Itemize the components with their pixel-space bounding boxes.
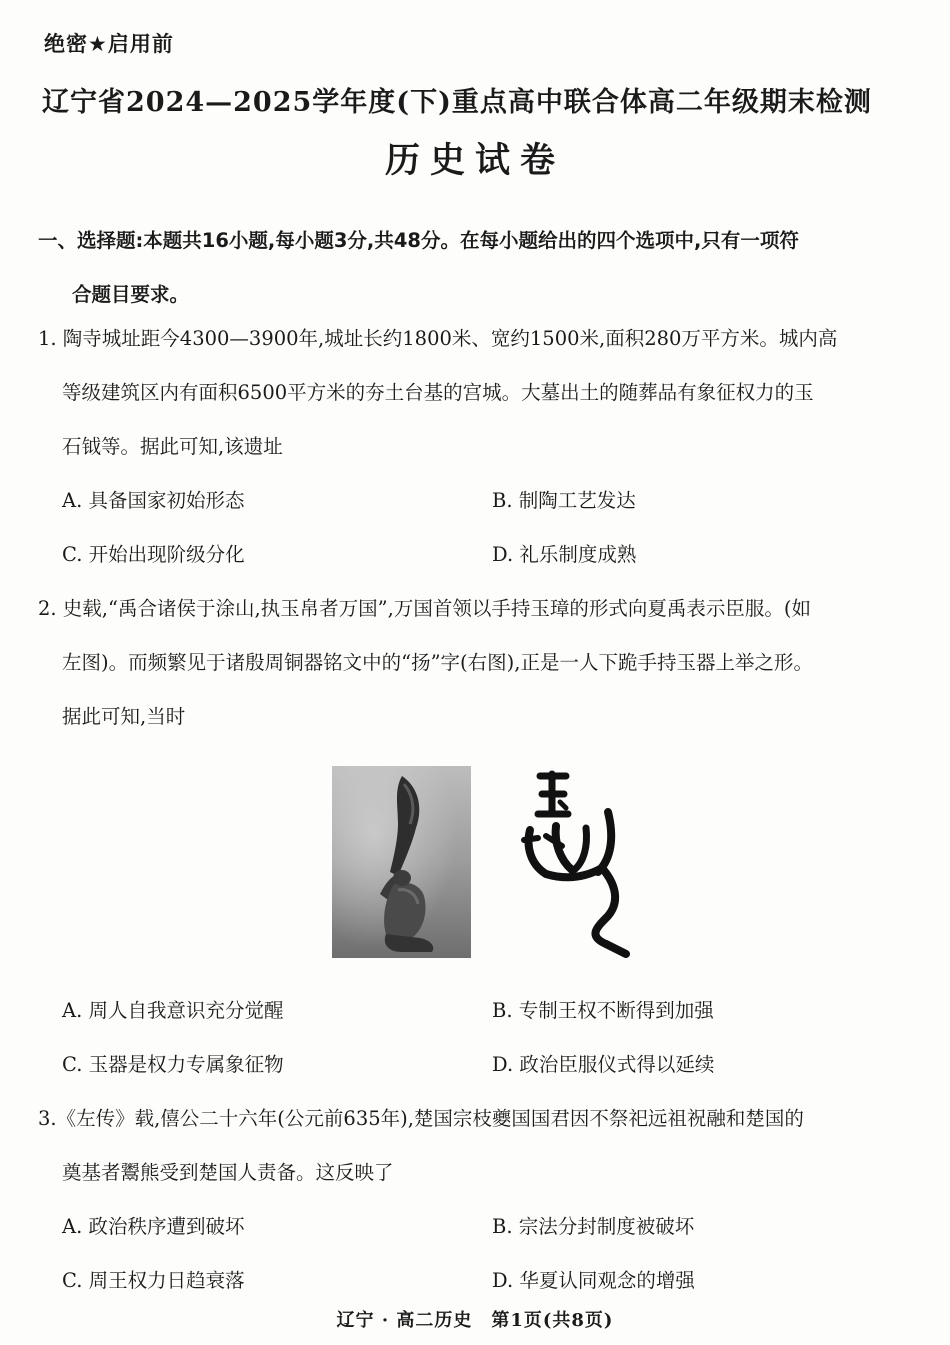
q3-option-c: C. 周王权力日趋衰落 [62, 1269, 245, 1292]
question-3-stem [38, 1092, 918, 1200]
question-3-line-1: 3.《左传》载,僖公二十六年(公元前635年),楚国宗枝夔国国君因不祭祀远祖祝融和楚国的 [38, 1107, 804, 1130]
q2-option-d: D. 政治臣服仪式得以延续 [492, 1053, 715, 1076]
question-2-line-1: 2. 史载,“禹合诸侯于涂山,执玉帛者万国”,万国首领以手持玉璋的形式向夏禹表示臣服。(如 [38, 597, 811, 620]
question-1-line-2: 等级建筑区内有面积6500平方米的夯土台基的宫城。大墓出土的随葬品有象征权力的玉 [62, 381, 814, 404]
q1-option-c: C. 开始出现阶级分化 [62, 543, 245, 566]
question-3-options [62, 1200, 922, 1308]
question-2-line-3: 据此可知,当时 [62, 705, 186, 728]
yang-bronze-inscription-glyph [516, 768, 646, 958]
q1-option-d: D. 礼乐制度成熟 [492, 543, 637, 566]
question-1-line-1: 1. 陶寺城址距今4300—3900年,城址长约1800米、宽约1500米,面积280万平方米。城内高 [38, 327, 838, 350]
q1-option-b: B. 制陶工艺发达 [492, 489, 636, 512]
exam-title: 辽宁省2024—2025学年度(下)重点高中联合体高二年级期末检测 [42, 87, 872, 118]
question-1-stem [38, 312, 918, 474]
section-line-1: 一、选择题:本题共16小题,每小题3分,共48分。在每小题给出的四个选项中,只有一项符 [38, 229, 799, 252]
subject-title: 历史试卷 [384, 141, 565, 181]
question-3-line-2: 奠基者鬻熊受到楚国人责备。这反映了 [62, 1161, 394, 1184]
question-1-line-3: 石钺等。据此可知,该遗址 [62, 435, 283, 458]
confidential-mark: 绝密★启用前 [44, 32, 174, 56]
q3-option-b: B. 宗法分封制度被破坏 [492, 1215, 695, 1238]
section-line-2: 合题目要求。 [72, 283, 190, 306]
question-2-line-2: 左图)。而频繁见于诸殷周铜器铭文中的“扬”字(右图),正是一人下跪手持玉器上举之形。 [62, 651, 813, 674]
page-footer: 辽宁 · 高二历史 第1页(共8页) [336, 1310, 614, 1331]
q3-option-d: D. 华夏认同观念的增强 [492, 1269, 695, 1292]
question-2-options [62, 984, 922, 1092]
q2-option-a: A. 周人自我意识充分觉醒 [62, 999, 284, 1022]
question-2-stem [38, 582, 918, 744]
kneeling-jade-figure-photo [332, 766, 471, 958]
q1-option-a: A. 具备国家初始形态 [62, 489, 245, 512]
section-instructions [38, 214, 918, 322]
q3-option-a: A. 政治秩序遭到破坏 [62, 1215, 245, 1238]
question-1-options [62, 474, 922, 582]
q2-option-b: B. 专制王权不断得到加强 [492, 999, 714, 1022]
q2-option-c: C. 玉器是权力专属象征物 [62, 1053, 284, 1076]
